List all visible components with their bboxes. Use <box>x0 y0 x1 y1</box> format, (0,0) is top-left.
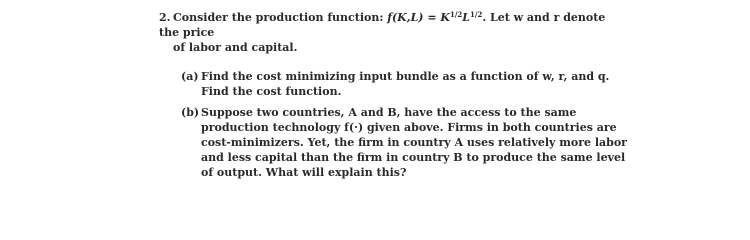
part-a <box>181 69 629 99</box>
stem-text-pre: Consider the production function: <box>173 11 384 24</box>
part-b-text: Suppose two countries, A and B, have the access to the same production technology f(·) given above. Firms in both countries are cost-minimizers. Yet, the firm in country A uses relatively more labor and less capital than the firm in country B to produce the same level of output. What will explain this? <box>201 106 627 179</box>
part-b <box>181 105 629 180</box>
production-function <box>387 11 482 24</box>
stem-line-2: of labor and capital. <box>173 41 298 54</box>
equals-sign: = <box>423 11 441 24</box>
stem-text-post: . Let w and r denote the price <box>159 11 606 39</box>
exponent-l: 1/2 <box>470 10 483 19</box>
problem-number: 2. <box>159 11 171 24</box>
problem-2 <box>159 7 629 180</box>
var-k: K <box>440 11 450 24</box>
problem-stem <box>159 7 629 40</box>
exponent-k: 1/2 <box>449 10 463 19</box>
part-b-label: (b) <box>181 106 200 119</box>
part-a-label: (a) <box>181 70 199 83</box>
part-a-text: Find the cost minimizing input bundle as a function of w, r, and q. Find the cost function. <box>201 70 610 98</box>
function-lhs: f(K,L) <box>387 11 424 24</box>
var-l: L <box>462 11 471 24</box>
